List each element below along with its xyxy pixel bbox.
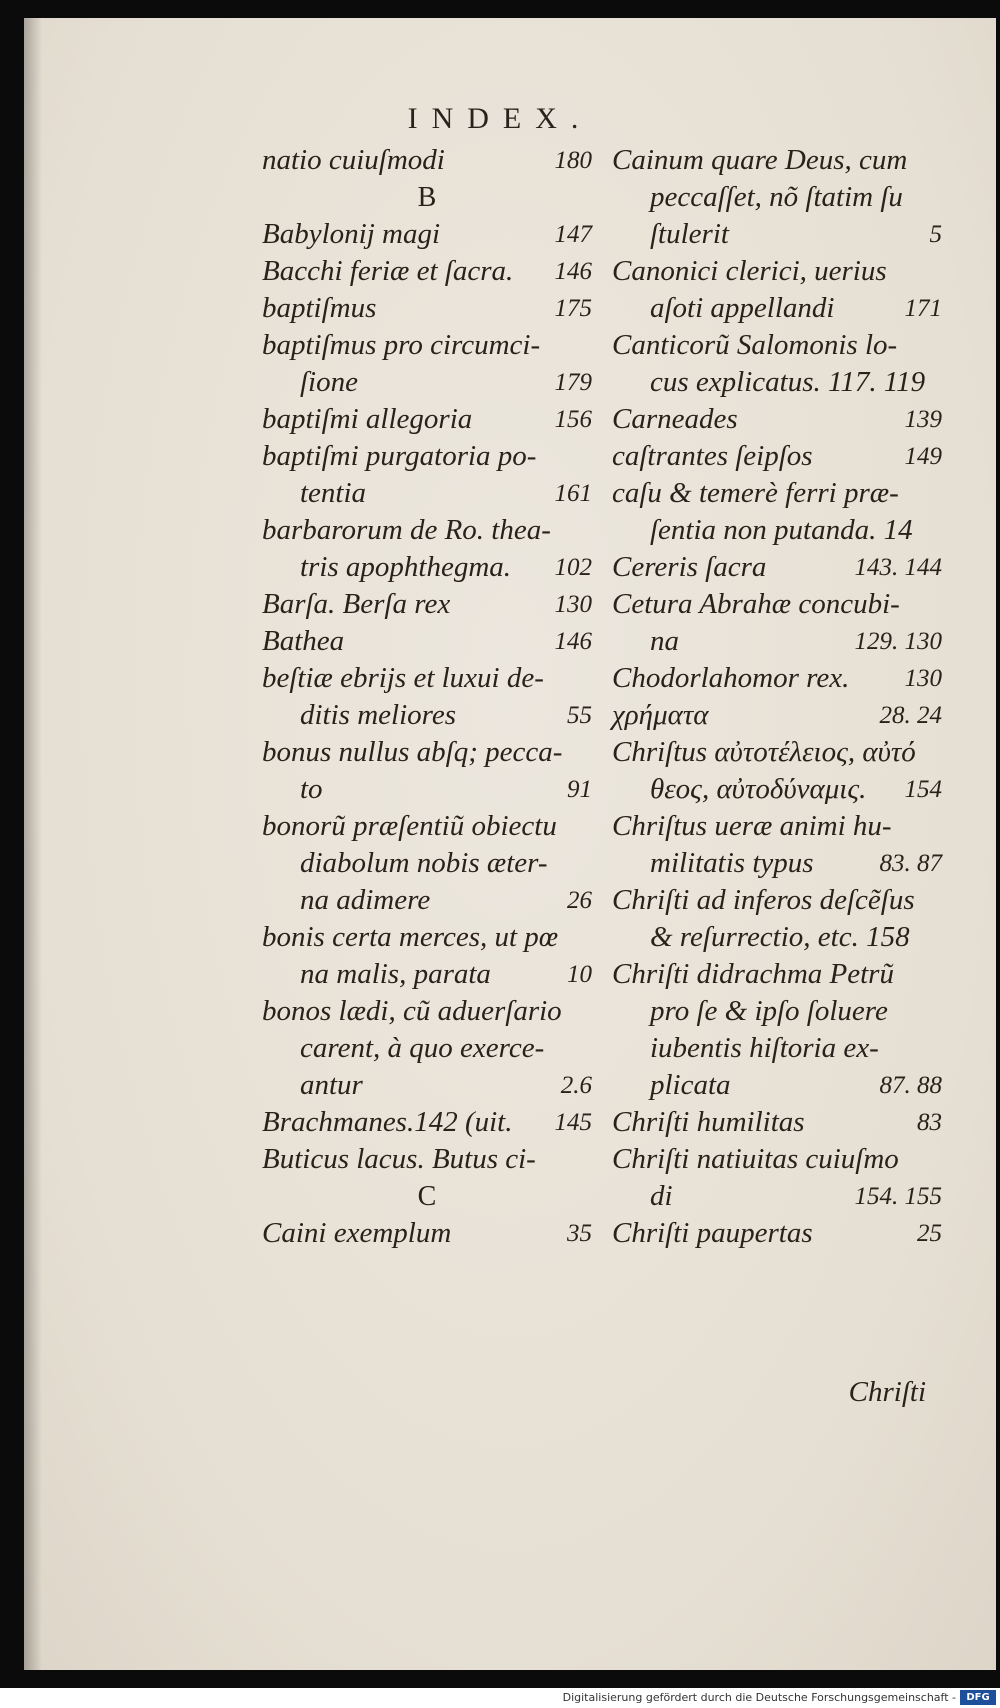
index-entry-line	[262, 475, 592, 512]
index-entry-line	[612, 179, 942, 216]
index-entry-text: Canonici clerici, uerius	[612, 255, 887, 287]
index-entry-text: pro ſe & ipſo ſoluere	[650, 995, 888, 1027]
index-entry-text: & reſurrectio, etc. 158	[650, 921, 910, 953]
page-reference: 130	[904, 665, 942, 692]
index-entry-line	[262, 327, 592, 364]
index-entry-text: Carneades	[612, 403, 738, 435]
index-entry-text: Chriſtus ueræ animi hu-	[612, 810, 892, 842]
page-reference: 171	[904, 295, 942, 322]
index-entry-text: Caini exemplum	[262, 1217, 452, 1249]
index-entry-line	[262, 401, 592, 438]
index-entry-text: militatis typus	[650, 847, 814, 879]
index-entry-line	[262, 1067, 592, 1104]
index-entry	[612, 734, 942, 808]
index-entry-line	[612, 1178, 942, 1215]
index-entry-line	[262, 438, 592, 475]
page-reference: 161	[554, 480, 592, 507]
index-entry-text: barbarorum de Ro. thea-	[262, 514, 551, 546]
page-reference: 139	[904, 406, 942, 433]
index-entry-text: aſoti appellandi	[650, 292, 835, 324]
index-entry	[262, 919, 592, 993]
index-entry	[262, 290, 592, 327]
index-entry-line	[612, 327, 942, 364]
page-reference: 179	[554, 369, 592, 396]
index-entry-text: antur	[300, 1069, 363, 1101]
index-entry	[612, 697, 942, 734]
index-entry-line	[262, 253, 592, 290]
page-reference: 102	[554, 554, 592, 581]
page-reference: 130	[554, 591, 592, 618]
index-entry-line	[612, 512, 942, 549]
index-entry	[612, 253, 942, 327]
index-entry-line	[612, 1030, 942, 1067]
index-entry	[612, 1104, 942, 1141]
page-reference: 149	[904, 443, 942, 470]
index-entry	[612, 142, 942, 253]
index-entry-text: χρήματα	[612, 699, 709, 731]
index-entry-line	[262, 142, 592, 179]
page-reference: 143. 144	[854, 554, 942, 581]
index-entry-text: baptiſmus pro circumci-	[262, 329, 541, 361]
index-entry	[612, 438, 942, 475]
index-entry-text: baptiſmi purgatoria po-	[262, 440, 537, 472]
section-letter: C	[417, 1181, 437, 1212]
index-entry	[262, 401, 592, 438]
index-entry-line	[612, 697, 942, 734]
index-entry-line	[262, 586, 592, 623]
index-entry-text: bonus nullus abſq; pecca-	[262, 736, 563, 768]
index-entry-line	[612, 919, 942, 956]
index-entry-text: Chodorlahomor rex.	[612, 662, 850, 694]
index-entry-line	[612, 475, 942, 512]
index-entry-line	[262, 1215, 592, 1252]
index-entry-line	[612, 1067, 942, 1104]
index-entry-text: na adimere	[300, 884, 431, 916]
index-entry-line	[612, 845, 942, 882]
index-entry-text: cus explicatus. 117. 119	[650, 366, 926, 398]
page-reference: 147	[554, 221, 592, 248]
index-entry-line	[612, 1104, 942, 1141]
page-reference: 2.6	[560, 1072, 592, 1099]
index-entry-text: Chriſti humilitas	[612, 1106, 805, 1138]
index-entry	[262, 586, 592, 623]
page-reference: 146	[554, 258, 592, 285]
index-entry	[612, 586, 942, 660]
index-entry	[262, 142, 592, 179]
index-entry-text: Chriſtus αὐτοτέλειος, αὐτό	[612, 736, 916, 768]
index-entry-line	[262, 882, 592, 919]
index-entry-line	[612, 956, 942, 993]
index-entry	[612, 401, 942, 438]
index-entry-text: Canticorũ Salomonis lo-	[612, 329, 898, 361]
running-head: INDEX.	[407, 102, 593, 135]
page-reference: 156	[554, 406, 592, 433]
index-entry-line	[262, 290, 592, 327]
index-entry-text: plicata	[650, 1069, 731, 1101]
index-entry-line	[612, 734, 942, 771]
index-entry-line	[612, 216, 942, 253]
index-entry-line	[612, 660, 942, 697]
index-entry-text: Chriſti didrachma Petrũ	[612, 958, 894, 990]
index-entry-text: beſtiæ ebrijs et luxui de-	[262, 662, 544, 694]
index-entry-text: θεος, αὐτοδύναμις.	[650, 773, 867, 805]
index-entry	[262, 623, 592, 660]
index-entry-line	[612, 549, 942, 586]
index-entry	[612, 956, 942, 1104]
index-entry-line	[262, 956, 592, 993]
index-column-left	[262, 142, 592, 1252]
index-entry-text: di	[650, 1180, 673, 1212]
index-entry-text: ſione	[300, 366, 358, 398]
index-entry-text: ſtulerit	[650, 218, 729, 250]
page-reference: 83	[917, 1109, 942, 1136]
index-entry-text: Cainum quare Deus, cum	[612, 144, 908, 176]
index-entry	[612, 1215, 942, 1252]
index-entry	[612, 660, 942, 697]
index-entry-text: natio cuiuſmodi	[262, 144, 445, 176]
index-entry-line	[612, 1215, 942, 1252]
index-entry-line	[262, 364, 592, 401]
page-reference: 129. 130	[854, 628, 942, 655]
index-entry-text: caſu & temerè ferri præ-	[612, 477, 899, 509]
index-entry-text: Bathea	[262, 625, 345, 657]
index-entry-text: Chriſti ad inferos deſcẽſus	[612, 884, 915, 916]
index-entry-line	[262, 919, 592, 956]
index-entry-text: peccaſſet, nõ ſtatim ſu	[650, 181, 903, 213]
catchword: Chriſti	[848, 1376, 926, 1408]
index-entry-text: iubentis hiſtoria ex-	[650, 1032, 879, 1064]
index-entry	[612, 327, 942, 401]
page-reference: 5	[929, 221, 942, 248]
index-entry-line	[262, 808, 592, 845]
page-reference: 175	[554, 295, 592, 322]
footer-credit-text: Digitalisierung gefördert durch die Deutsche Forschungsgemeinschaft -	[562, 1691, 956, 1704]
dfg-logo-icon: DFG	[960, 1690, 996, 1705]
index-entry	[262, 327, 592, 401]
index-entry-line	[612, 364, 942, 401]
index-entry	[262, 253, 592, 290]
index-entry-text: ſentia non putanda. 14	[650, 514, 913, 546]
index-entry-line	[612, 808, 942, 845]
index-entry-text: Bacchi feriæ et ſacra.	[262, 255, 514, 287]
index-entry-text: baptiſmi allegoria	[262, 403, 473, 435]
index-entry-text: Barſa. Berſa rex	[262, 588, 451, 620]
index-entry	[262, 216, 592, 253]
index-entry-text: Chriſti natiuitas cuiuſmo	[612, 1143, 899, 1175]
index-entry	[262, 734, 592, 808]
index-entry-text: carent, à quo exerce-	[300, 1032, 545, 1064]
page-reference: 35	[567, 1220, 592, 1247]
page-reference: 55	[567, 702, 592, 729]
index-entry-text: na malis, parata	[300, 958, 491, 990]
page-reference: 28. 24	[879, 702, 942, 729]
index-entry	[262, 993, 592, 1104]
index-entry	[262, 1141, 592, 1178]
page-reference: 154	[904, 776, 942, 803]
index-entry	[262, 1104, 592, 1141]
index-entry-text: na	[650, 625, 679, 657]
index-entry-line	[612, 771, 942, 808]
index-entry-text: diabolum nobis æter-	[300, 847, 548, 879]
page-reference: 146	[554, 628, 592, 655]
index-entry-text: Brachmanes.142 (uit.	[262, 1106, 513, 1138]
index-entry-text: Cereris ſacra	[612, 551, 767, 583]
index-entry-line	[262, 549, 592, 586]
index-entry-line	[612, 586, 942, 623]
index-entry-text: Babylonij magi	[262, 218, 441, 250]
index-entry-text: Cetura Abrahæ concubi-	[612, 588, 900, 620]
index-entry-line	[262, 1030, 592, 1067]
index-entry	[262, 808, 592, 919]
index-entry-line	[262, 623, 592, 660]
index-entry	[612, 808, 942, 882]
index-entry-text: bonos lædi, cũ aduerſario	[262, 995, 562, 1027]
index-entry	[612, 475, 942, 549]
index-entry-line	[612, 882, 942, 919]
page-reference: 154. 155	[854, 1183, 942, 1210]
index-entry-line	[262, 660, 592, 697]
index-entry-line	[262, 1104, 592, 1141]
index-entry-text: baptiſmus	[262, 292, 377, 324]
index-column-right	[612, 142, 942, 1252]
index-entry-text: tris apophthegma.	[300, 551, 512, 583]
page-reference: 87. 88	[879, 1072, 942, 1099]
index-entry-line	[262, 1141, 592, 1178]
index-entry-text: tentia	[300, 477, 367, 509]
index-entry	[262, 512, 592, 586]
index-entry	[262, 1215, 592, 1252]
index-entry-line	[612, 623, 942, 660]
index-entry	[612, 549, 942, 586]
index-entry-text: to	[300, 773, 323, 805]
index-entry-line	[612, 438, 942, 475]
index-entry-line	[612, 142, 942, 179]
index-entry-line	[612, 1141, 942, 1178]
index-entry-text: Buticus lacus. Butus ci-	[262, 1143, 536, 1175]
index-entry	[262, 660, 592, 734]
index-entry-line	[262, 216, 592, 253]
index-entry-line	[262, 697, 592, 734]
page-reference: 25	[917, 1220, 942, 1247]
index-entry-line	[262, 845, 592, 882]
index-entry-line	[262, 771, 592, 808]
index-entry	[612, 1141, 942, 1215]
index-entry-line	[612, 993, 942, 1030]
index-entry	[262, 438, 592, 512]
gutter-shadow	[24, 18, 42, 1670]
page-reference: 145	[554, 1109, 592, 1136]
index-entry-line	[262, 993, 592, 1030]
footer-bar	[0, 1688, 1000, 1708]
page-reference: 10	[567, 961, 592, 988]
index-entry-line	[612, 253, 942, 290]
index-entry-line	[612, 290, 942, 327]
index-entry-text: ditis meliores	[300, 699, 457, 731]
index-entry-line	[262, 734, 592, 771]
page-reference: 91	[567, 776, 592, 803]
page-reference: 180	[554, 147, 592, 174]
section-letter: B	[417, 182, 437, 213]
index-entry-line	[262, 512, 592, 549]
index-entry-line	[612, 401, 942, 438]
page-reference: 83. 87	[879, 850, 942, 877]
index-entry	[612, 882, 942, 956]
index-entry-text: Chriſti paupertas	[612, 1217, 813, 1249]
page-reference: 26	[567, 887, 592, 914]
index-entry-text: caſtrantes ſeipſos	[612, 440, 813, 472]
index-entry-text: bonis certa merces, ut pœ	[262, 921, 559, 953]
index-entry-text: bonorũ præſentiũ obiectu	[262, 810, 557, 842]
